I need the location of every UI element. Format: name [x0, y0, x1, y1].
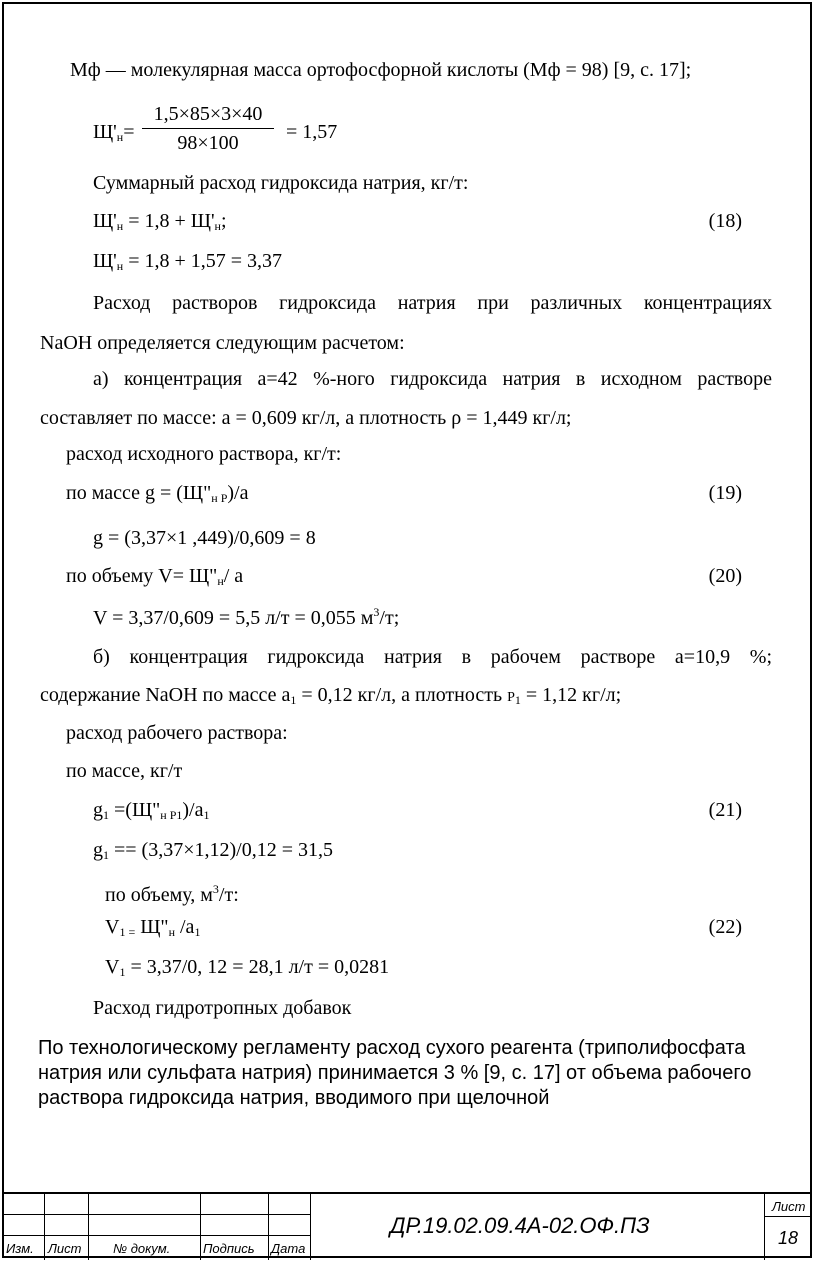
regulation-line-1: По технологическому регламенту расход сухого реагента (триполифосфата: [38, 1037, 746, 1059]
by-mass-line: по массе, кг/т: [66, 760, 183, 782]
formula-22: $V_{1 =}$ $Щ"_н$ $/а_1$: [105, 916, 201, 939]
label-signature: Подпись: [203, 1241, 255, 1256]
paragraph-3-line-2: содержание NaOH по массе $а_1 = 0,12$ кг/л, а плотность $Р_1 = 1,12$ кг/л;: [40, 684, 622, 707]
formula-19-value: g = (3,37×1 ,449)/0,609 = 8: [93, 527, 316, 549]
fraction-numerator: 1,5×85×3×40: [153, 103, 263, 125]
regulation-line-2: натрия или сульфата натрия) принимается 3 % [9, с. 17] от объема рабочего: [38, 1062, 752, 1084]
formula-21: $g_1$ $=(Щ"_{н Р1})/а_1$: [93, 799, 210, 822]
regulation-line-3: раствора гидроксида натрия, вводимого при щелочной: [38, 1087, 550, 1109]
regulation-paragraph: [38, 1036, 778, 1111]
label-list: Лист: [48, 1241, 82, 1256]
source-solution-line: расход исходного раствора, кг/т:: [66, 443, 342, 465]
label-date: Дата: [271, 1241, 306, 1256]
title-block-divider: [88, 1194, 89, 1260]
formula-20: по объему $V= Щ"_н/$ а: [66, 565, 244, 588]
hydrotropic-additives-line: Расход гидротропных добавок: [93, 997, 352, 1019]
equation-number-21: (21): [708, 799, 742, 821]
document-code: ДР.19.02.09.4А-02.ОФ.ПЗ: [390, 1213, 650, 1238]
equation-number-18: (18): [708, 210, 742, 232]
title-block-divider: [44, 1194, 45, 1260]
molar-mass-line: Мф — молекулярная масса ортофосфорной кислоты (Мф = 98) [9, с. 17];: [70, 59, 692, 81]
sheet-label: Лист: [772, 1199, 806, 1214]
working-solution-line: расход рабочего раствора:: [66, 722, 288, 744]
total-consumption-line: Суммарный расход гидроксида натрия, кг/т:: [93, 172, 469, 194]
formula-20-value: V = 3,37/0,609 = 5,5 л/т = 0,055 $м^3/т$;: [93, 605, 400, 629]
formula-1-lhs: $Щ'_н=$: [93, 121, 135, 144]
equation-number-20: (20): [708, 565, 742, 587]
title-block-divider: [268, 1194, 269, 1260]
equation-number-22: (22): [708, 916, 742, 938]
formula-19: по массе $g = (Щ"_{н Р})/а$: [66, 482, 249, 505]
formula-18-value: $Щ'_н = 1,8 + 1,57 = 3,37$: [93, 250, 283, 273]
title-block-divider: [200, 1194, 201, 1260]
paragraph-1-line-2: NaOH определяется следующим расчетом:: [40, 332, 405, 354]
paragraph-3-line-1: б) концентрация гидроксида натрия в рабочем растворе а=10,9 %;: [93, 646, 772, 668]
formula-18: $Щ'_н = 1,8 + Щ'_н$;: [93, 210, 227, 233]
formula-1-result: = 1,57: [286, 121, 338, 143]
equation-number-19: (19): [708, 482, 742, 504]
title-block-row-line: [2, 1214, 310, 1215]
fraction-denominator: 98×100: [177, 132, 239, 154]
label-doc-number: № докум.: [113, 1241, 171, 1256]
formula-21-value: $g_1 == (3,37\times 1,12)/0,12 = 31,5$: [93, 839, 333, 862]
paragraph-2-line-1: а) концентрация а=42 %-ного гидроксида натрия в исходном растворе: [93, 368, 772, 390]
formula-1-fraction: [140, 100, 276, 157]
label-izm: Изм.: [6, 1241, 34, 1256]
title-block-row-line: [764, 1216, 812, 1217]
sheet-number: 18: [777, 1228, 799, 1248]
title-block-divider: [310, 1194, 311, 1260]
paragraph-2-line-2: составляет по массе: а = 0,609 кг/л, а плотность ρ = 1,449 кг/л;: [40, 407, 572, 429]
formula-22-value: $V_1 = 3,37/0$, 12 = 28,1 л/т = 0,0281: [105, 956, 390, 979]
by-volume-line: по объему, $м^3/т$:: [105, 882, 239, 906]
title-block-row-line: [2, 1235, 310, 1236]
paragraph-1-line-1: Расход растворов гидроксида натрия при различных концентрациях: [93, 292, 772, 314]
